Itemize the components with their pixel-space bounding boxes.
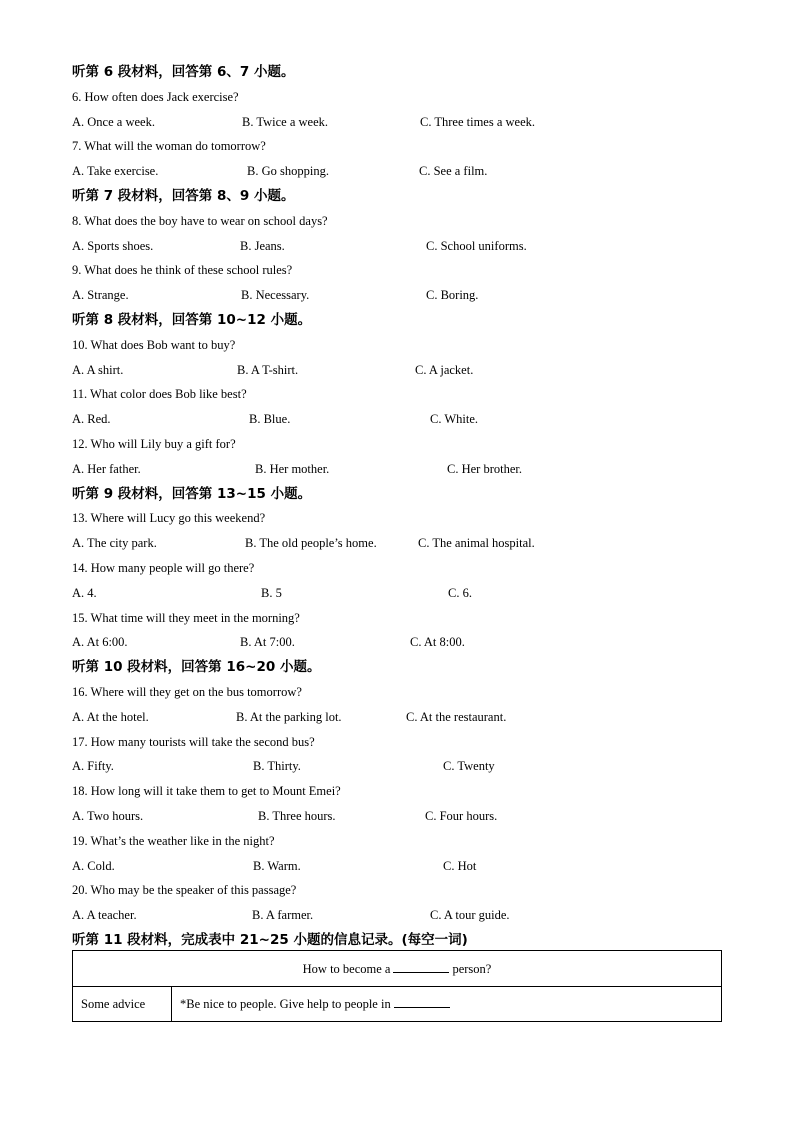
row-label: Some advice	[73, 987, 172, 1022]
question-text: 11. What color does Bob like best?	[72, 387, 247, 402]
answer-option-c: C. At the restaurant.	[406, 709, 507, 724]
answer-option-b: B. 5	[261, 585, 282, 600]
answer-option-a: A. A teacher.	[72, 908, 137, 923]
answer-option-c: C. Four hours.	[425, 809, 498, 823]
answer-option-b: B. At the parking lot.	[236, 709, 342, 724]
question-text: 8. What does the boy have to wear on school days?	[72, 213, 328, 228]
question-text: 10. What does Bob want to buy?	[72, 337, 236, 352]
section-heading: 听第 7 段材料，回答第 8、9 小题。	[72, 188, 295, 204]
answer-option-c: C. At 8:00.	[410, 635, 465, 650]
answer-option-b: B. Three hours.	[258, 809, 336, 823]
answer-option-b: B. Go shopping.	[247, 164, 329, 179]
answer-option-a: A. Cold.	[72, 858, 115, 873]
blank-line	[393, 961, 449, 973]
table-title	[73, 951, 722, 987]
answer-option-b: B. Jeans.	[240, 238, 285, 253]
section-heading: 听第 11 段材料，完成表中 21~25 小题的信息记录。(每空一词)	[72, 932, 468, 948]
answer-option-c: C. See a film.	[419, 164, 488, 179]
answer-option-b: B. Warm.	[253, 858, 301, 873]
answer-option-b: B. Blue.	[249, 412, 291, 427]
answer-option-c: C. White.	[430, 412, 479, 427]
answer-option-a: A. Strange.	[72, 288, 129, 303]
question-text: 15. What time will they meet in the morning?	[72, 610, 300, 625]
section-heading: 听第 8 段材料，回答第 10~12 小题。	[72, 312, 312, 328]
section-heading: 听第 9 段材料，回答第 13~15 小题。	[72, 485, 312, 502]
answer-option-a: A. At 6:00.	[72, 635, 128, 650]
question-text: 12. Who will Lily buy a gift for?	[72, 437, 236, 451]
answer-option-c: C. Twenty	[443, 759, 495, 774]
section-heading: 听第 6 段材料，回答第 6、7 小题。	[72, 64, 295, 80]
answer-option-b: B. Twice a week.	[242, 114, 329, 129]
answer-option-b: B. Necessary.	[241, 288, 310, 303]
answer-option-b: B. The old people’s home.	[245, 536, 377, 551]
answer-option-a: A. Red.	[72, 412, 111, 427]
blank-line	[394, 996, 450, 1008]
question-text: 7. What will the woman do tomorrow?	[72, 139, 266, 154]
answer-option-c: C. Three times a week.	[420, 114, 536, 129]
answer-option-c: C. The animal hospital.	[418, 536, 535, 551]
answer-option-a: A. 4.	[72, 585, 97, 600]
answer-option-a: A. Once a week.	[72, 114, 155, 129]
answer-option-c: C. Hot	[443, 858, 477, 873]
answer-option-b: B. Her mother.	[255, 461, 330, 476]
answer-option-a: A. The city park.	[72, 536, 157, 551]
question-text: 14. How many people will go there?	[72, 561, 255, 575]
question-text: 16. Where will they get on the bus tomorrow?	[72, 685, 302, 699]
answer-option-c: C. Her brother.	[447, 461, 522, 476]
answer-option-c: C. School uniforms.	[426, 238, 527, 253]
question-text: 6. How often does Jack exercise?	[72, 89, 239, 104]
answer-option-a: A. Sports shoes.	[72, 238, 154, 253]
answer-option-b: B. At 7:00.	[240, 635, 295, 650]
table-title-end: person?	[452, 961, 492, 976]
answer-option-c: C. A jacket.	[415, 362, 474, 377]
answer-option-a: A. Two hours.	[72, 809, 144, 823]
question-text: 18. How long will it take them to get to Mount Emei?	[72, 784, 341, 799]
question-text: 19. What’s the weather like in the night?	[72, 833, 275, 848]
row-text: *Be nice to people. Give help to people in	[180, 997, 391, 1011]
answer-option-a: A. Fifty.	[72, 759, 114, 774]
answer-option-a: A. At the hotel.	[72, 709, 149, 724]
answer-option-a: A. A shirt.	[72, 362, 124, 377]
question-text: 13. Where will Lucy go this weekend?	[72, 511, 266, 526]
table-title-start: How to become a	[302, 961, 391, 976]
answer-option-a: A. Take exercise.	[72, 164, 159, 179]
question-text: 17. How many tourists will take the second bus?	[72, 734, 315, 749]
answer-option-b: B. A T-shirt.	[237, 362, 299, 377]
answer-option-c: C. A tour guide.	[430, 908, 510, 923]
answer-option-c: C. Boring.	[426, 288, 479, 303]
info-table	[72, 950, 722, 1022]
question-text: 20. Who may be the speaker of this passage?	[72, 883, 297, 898]
section-heading: 听第 10 段材料，回答第 16~20 小题。	[72, 659, 321, 676]
answer-option-b: B. Thirty.	[253, 759, 301, 774]
question-text: 9. What does he think of these school rules?	[72, 263, 293, 278]
row-content	[172, 987, 722, 1022]
answer-option-b: B. A farmer.	[252, 908, 314, 923]
answer-option-a: A. Her father.	[72, 461, 141, 476]
answer-option-c: C. 6.	[448, 585, 472, 600]
